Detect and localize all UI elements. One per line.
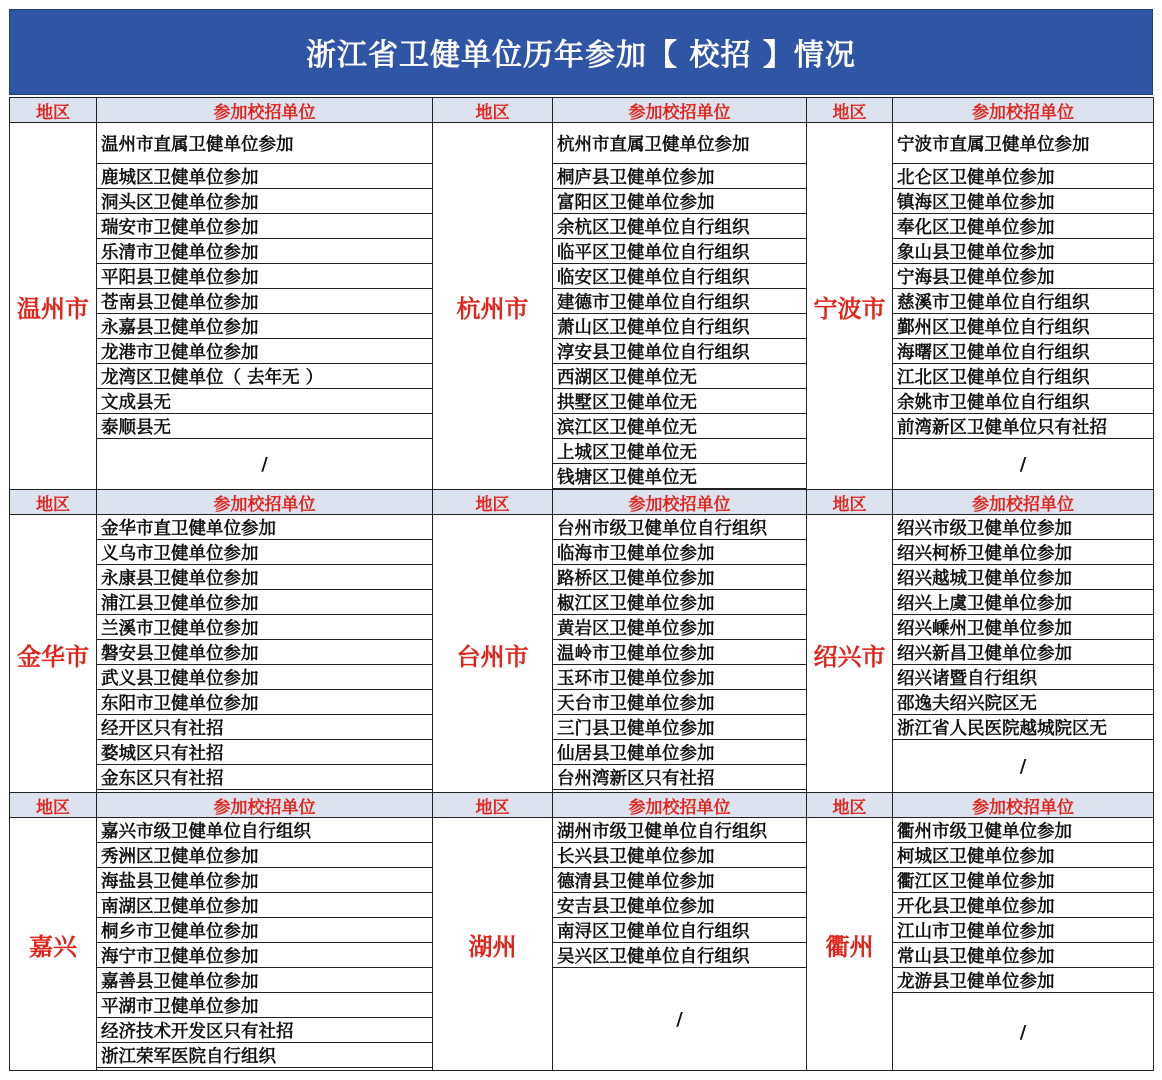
list-item: 淳安县卫健单位自行组织 (553, 339, 806, 364)
unit-list (893, 818, 1153, 1071)
empty-filler: / (1019, 454, 1027, 475)
table-header (433, 490, 806, 515)
header-area-label: 地区 (807, 793, 893, 817)
table-header (10, 98, 432, 123)
list-item: 萧山区卫健单位自行组织 (553, 314, 806, 339)
list-item: 黄岩区卫健单位参加 (553, 615, 806, 640)
list-item: 江北区卫健单位自行组织 (893, 364, 1153, 389)
page-title: 浙江省卫健单位历年参加【 校招 】情况 (9, 9, 1153, 95)
list-item: 玉环市卫健单位参加 (553, 665, 806, 690)
header-units-label: 参加校招单位 (972, 797, 1074, 818)
unit-list (893, 123, 1153, 490)
list-item: 浦江县卫健单位参加 (97, 590, 432, 615)
list-item: 永嘉县卫健单位参加 (97, 314, 432, 339)
list-item: 台州市级卫健单位自行组织 (553, 515, 806, 540)
list-item: 宁波市直属卫健单位参加 (893, 123, 1153, 164)
list-item: 兰溪市卫健单位参加 (97, 615, 432, 640)
header-area-label: 地区 (10, 98, 97, 122)
list-item: 经开区只有社招 (97, 715, 432, 740)
list-item: 磐安县卫健单位参加 (97, 640, 432, 665)
list-item: 文成县无 (97, 389, 432, 414)
list-item: 南湖区卫健单位参加 (97, 893, 432, 918)
list-item: 临平区卫健单位自行组织 (553, 239, 806, 264)
region-block (9, 792, 433, 1071)
header-area-label: 地区 (10, 490, 97, 514)
list-item: 奉化区卫健单位参加 (893, 214, 1153, 239)
region-name: 衢州 (807, 818, 893, 1071)
empty-filler: / (676, 1009, 683, 1030)
list-item: 仙居县卫健单位参加 (553, 740, 806, 765)
list-item: 德清县卫健单位参加 (553, 868, 806, 893)
list-item: 邵逸夫绍兴院区无 (893, 690, 1153, 715)
list-item: 椒江区卫健单位参加 (553, 590, 806, 615)
header-area-label: 地区 (433, 490, 553, 514)
list-item: 西湖区卫健单位无 (553, 364, 806, 389)
list-item: 温岭市卫健单位参加 (553, 640, 806, 665)
header-units-label: 参加校招单位 (628, 494, 731, 515)
list-item: 金华市直卫健单位参加 (97, 515, 432, 540)
list-item: 衢江区卫健单位参加 (893, 868, 1153, 893)
list-item: 婺城区只有社招 (97, 740, 432, 765)
region-name: 宁波市 (807, 123, 893, 490)
region-block (432, 792, 807, 1071)
list-item: 三门县卫健单位参加 (553, 715, 806, 740)
region-name: 杭州市 (433, 123, 553, 490)
list-item: 江山市卫健单位参加 (893, 918, 1153, 943)
list-item: 平阳县卫健单位参加 (97, 264, 432, 289)
list-item: 滨江区卫健单位无 (553, 414, 806, 439)
header-area-label: 地区 (433, 793, 553, 817)
list-item: 经济技术开发区只有社招 (97, 1018, 432, 1043)
list-item: 湖州市级卫健单位自行组织 (553, 818, 806, 843)
table-header (433, 793, 806, 818)
region-block (9, 489, 433, 793)
list-item: 临海市卫健单位参加 (553, 540, 806, 565)
list-item: 苍南县卫健单位参加 (97, 289, 432, 314)
list-item: 浙江省人民医院越城院区无 (893, 715, 1153, 740)
region-name: 绍兴市 (807, 515, 893, 793)
list-item: 永康县卫健单位参加 (97, 565, 432, 590)
region-name: 台州市 (433, 515, 553, 793)
list-item: 海盐县卫健单位参加 (97, 868, 432, 893)
list-item: 前湾新区卫健单位只有社招 (893, 414, 1153, 439)
unit-list (97, 123, 432, 490)
region-block (806, 792, 1154, 1071)
list-item: 海曙区卫健单位自行组织 (893, 339, 1153, 364)
list-item: 义乌市卫健单位参加 (97, 540, 432, 565)
list-item: 慈溪市卫健单位自行组织 (893, 289, 1153, 314)
empty-filler: / (1019, 756, 1027, 777)
list-item: 安吉县卫健单位参加 (553, 893, 806, 918)
table-header (10, 793, 432, 818)
list-item: 路桥区卫健单位参加 (553, 565, 806, 590)
list-item: 绍兴市级卫健单位参加 (893, 515, 1153, 540)
list-item: 宁海县卫健单位参加 (893, 264, 1153, 289)
list-item: 龙港市卫健单位参加 (97, 339, 432, 364)
list-item: 绍兴新昌卫健单位参加 (893, 640, 1153, 665)
list-item: 龙游县卫健单位参加 (893, 968, 1153, 993)
list-item: 镇海区卫健单位参加 (893, 189, 1153, 214)
list-item: 洞头区卫健单位参加 (97, 189, 432, 214)
list-item: 南浔区卫健单位自行组织 (553, 918, 806, 943)
list-item: 嘉兴市级卫健单位自行组织 (97, 818, 432, 843)
table-header (807, 98, 1153, 123)
list-item: 余杭区卫健单位自行组织 (553, 214, 806, 239)
header-area-label: 地区 (807, 98, 893, 122)
list-item: 秀洲区卫健单位参加 (97, 843, 432, 868)
empty-filler: / (1019, 1021, 1027, 1043)
region-block (806, 97, 1154, 490)
list-item: 北仑区卫健单位参加 (893, 164, 1153, 189)
unit-list (97, 515, 432, 793)
list-item: 浙江荣军医院自行组织 (97, 1043, 432, 1068)
list-item: 拱墅区卫健单位无 (553, 389, 806, 414)
list-item: 嘉善县卫健单位参加 (97, 968, 432, 993)
list-item: 平湖市卫健单位参加 (97, 993, 432, 1018)
list-item: 鄞州区卫健单位自行组织 (893, 314, 1153, 339)
list-item: 象山县卫健单位参加 (893, 239, 1153, 264)
list-item: 绍兴诸暨自行组织 (893, 665, 1153, 690)
region-block (806, 489, 1154, 793)
list-item: 鹿城区卫健单位参加 (97, 164, 432, 189)
list-item: 金东区只有社招 (97, 765, 432, 790)
list-item: 柯城区卫健单位参加 (893, 843, 1153, 868)
list-item: 上城区卫健单位无 (553, 439, 806, 464)
header-units-label: 参加校招单位 (628, 102, 731, 123)
region-name: 嘉兴 (10, 818, 97, 1071)
list-item: 武义县卫健单位参加 (97, 665, 432, 690)
region-block (432, 97, 807, 490)
list-item: 余姚市卫健单位自行组织 (893, 389, 1153, 414)
list-item: 杭州市直属卫健单位参加 (553, 123, 806, 164)
list-item: 绍兴越城卫健单位参加 (893, 565, 1153, 590)
list-item: 天台市卫健单位参加 (553, 690, 806, 715)
list-item: 衢州市级卫健单位参加 (893, 818, 1153, 843)
list-item: 绍兴上虞卫健单位参加 (893, 590, 1153, 615)
list-item: 海宁市卫健单位参加 (97, 943, 432, 968)
list-item: 建德市卫健单位自行组织 (553, 289, 806, 314)
unit-list (553, 123, 806, 490)
region-name: 金华市 (10, 515, 97, 793)
list-item: 台州湾新区只有社招 (553, 765, 806, 790)
list-item: 钱塘区卫健单位无 (553, 464, 806, 489)
list-item: 富阳区卫健单位参加 (553, 189, 806, 214)
list-item: 瑞安市卫健单位参加 (97, 214, 432, 239)
list-item: 长兴县卫健单位参加 (553, 843, 806, 868)
empty-filler: / (261, 454, 268, 475)
table-header (433, 98, 806, 123)
list-item: 龙湾区卫健单位（ 去年无 ） (97, 364, 432, 389)
region-block (9, 97, 433, 490)
header-area-label: 地区 (433, 98, 553, 122)
list-item: 开化县卫健单位参加 (893, 893, 1153, 918)
list-item: 乐清市卫健单位参加 (97, 239, 432, 264)
header-units-label: 参加校招单位 (213, 797, 316, 818)
header-units-label: 参加校招单位 (213, 494, 316, 515)
list-item: 东阳市卫健单位参加 (97, 690, 432, 715)
region-name: 湖州 (433, 818, 553, 1071)
unit-list (553, 818, 806, 1071)
header-units-label: 参加校招单位 (972, 102, 1074, 123)
table-header (807, 793, 1153, 818)
region-name: 温州市 (10, 123, 97, 490)
unit-list (893, 515, 1153, 793)
list-item: 泰顺县无 (97, 414, 432, 439)
list-item: 吴兴区卫健单位自行组织 (553, 943, 806, 968)
header-area-label: 地区 (807, 490, 893, 514)
list-item: 温州市直属卫健单位参加 (97, 123, 432, 164)
table-header (807, 490, 1153, 515)
unit-list (97, 818, 432, 1071)
header-units-label: 参加校招单位 (213, 102, 316, 123)
list-item: 绍兴柯桥卫健单位参加 (893, 540, 1153, 565)
header-units-label: 参加校招单位 (628, 797, 731, 818)
list-item: 常山县卫健单位参加 (893, 943, 1153, 968)
list-item: 桐乡市卫健单位参加 (97, 918, 432, 943)
header-units-label: 参加校招单位 (972, 494, 1074, 515)
unit-list (553, 515, 806, 793)
table-header (10, 490, 432, 515)
list-item: 绍兴嵊州卫健单位参加 (893, 615, 1153, 640)
list-item: 桐庐县卫健单位参加 (553, 164, 806, 189)
region-block (432, 489, 807, 793)
list-item: 临安区卫健单位自行组织 (553, 264, 806, 289)
header-area-label: 地区 (10, 793, 97, 817)
